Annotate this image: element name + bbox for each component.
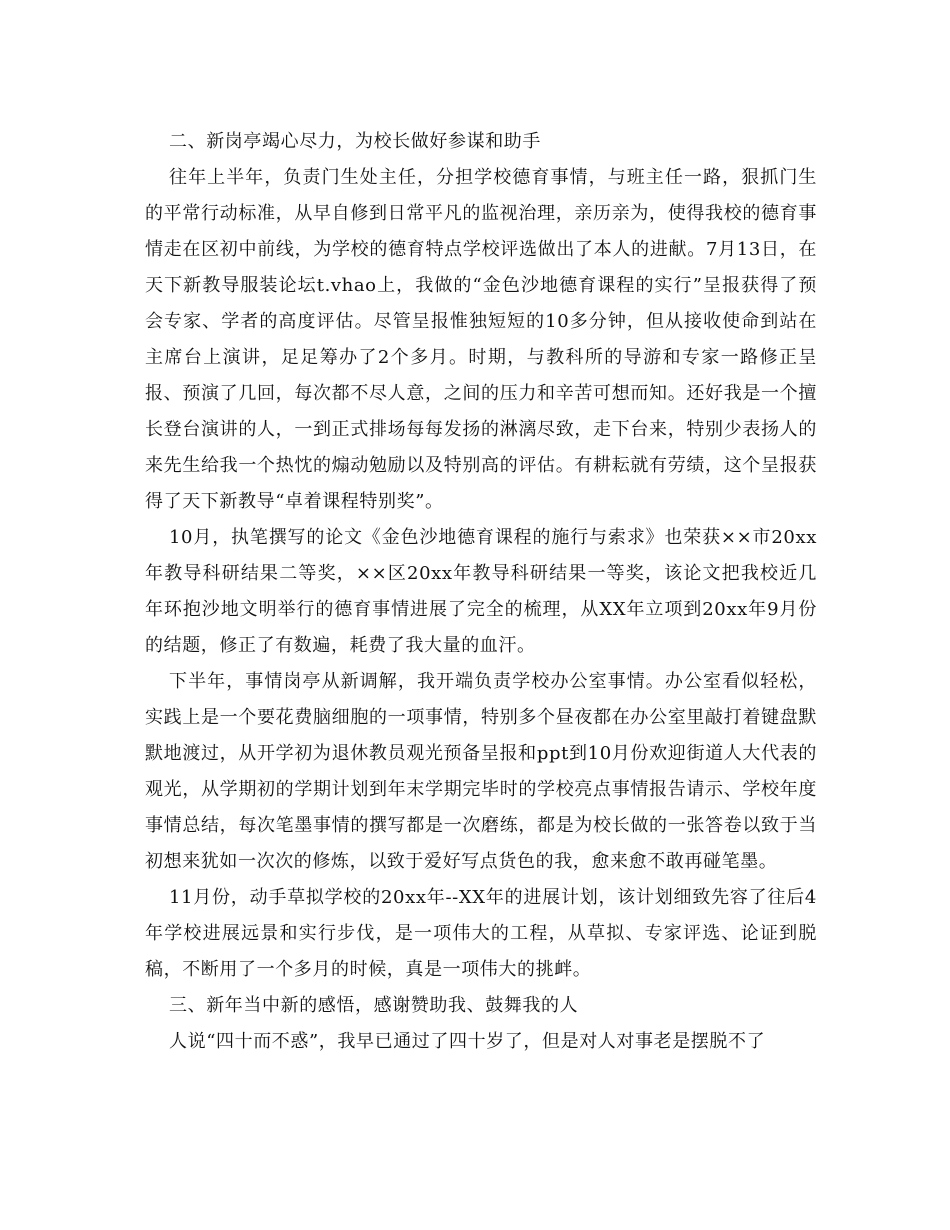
section-heading-2: 二、新岗亭竭心尽力，为校长做好参谋和助手 — [169, 131, 541, 152]
paragraph-5: 人说“四十而不惑”，我早已通过了四十岁了，但是对人对事老是摆脱不了 — [169, 1031, 766, 1052]
paragraph-2: 10月，执笔撰写的论文《金色沙地德育课程的施行与索求》也荣获××市20xx年教导科研结果二等奖，××区20xx年教导科研结果一等奖，该论文把我校近几年环抱沙地文明举行的德育事情进展了完全的梳理，从XX年立项到20xx年9月份的结题，修正了有数遍，耗费了我大量的血汗。 — [145, 527, 817, 656]
paragraph-1: 往年上半年，负责门生处主任，分担学校德育事情，与班主任一路，狠抓门生的平常行动标准，从早自修到日常平凡的监视治理，亲历亲为，使得我校的德育事情走在区初中前线，为学校的德育特点学校评选做出了本人的进献。7月13日，在天下新教导服装论坛t.vhao上，我做的“金色沙地德育课程的实行”呈报获得了预会专家、学者的高度评估。尽管呈报惟独短短的10多分钟，但从接收使命到站在主席台上演讲，足足筹办了2个多月。时期，与教科所的导游和专家一路修正呈报、预演了几回，每次都不尽人意，之间的压力和辛苦可想而知。还好我是一个擅长登台演讲的人，一到正式排场每每发扬的淋漓尽致，走下台来，特别少表扬人的来先生给我一个热忱的煽动勉励以及特别高的评估。有耕耘就有劳绩，这个呈报获得了天下新教导“卓着课程特别奖”。 — [145, 167, 817, 512]
paragraph-3: 下半年，事情岗亭从新调解，我开端负责学校办公室事情。办公室看似轻松，实践上是一个要花费脑细胞的一项事情，特别多个昼夜都在办公室里敲打着键盘默默地渡过，从开学初为退休教员观光预备呈报和ppt到10月份欢迎街道人大代表的观光，从学期初的学期计划到年末学期完毕时的学校亮点事情报告请示、学校年度事情总结，每次笔墨事情的撰写都是一次磨练，都是为校长做的一张答卷以致于当初想来犹如一次次的修炼，以致于爱好写点货色的我，愈来愈不敢再碰笔墨。 — [145, 671, 817, 872]
document-body — [145, 124, 817, 1060]
paragraph-4: 11月份，动手草拟学校的20xx年--XX年的进展计划，该计划细致先容了往后4年学校进展远景和实行步伐，是一项伟大的工程，从草拟、专家评选、论证到脱稿，不断用了一个多月的时候，真是一项伟大的挑衅。 — [145, 887, 817, 980]
section-heading-3: 三、新年当中新的感悟，感谢赞助我、鼓舞我的人 — [169, 995, 579, 1016]
